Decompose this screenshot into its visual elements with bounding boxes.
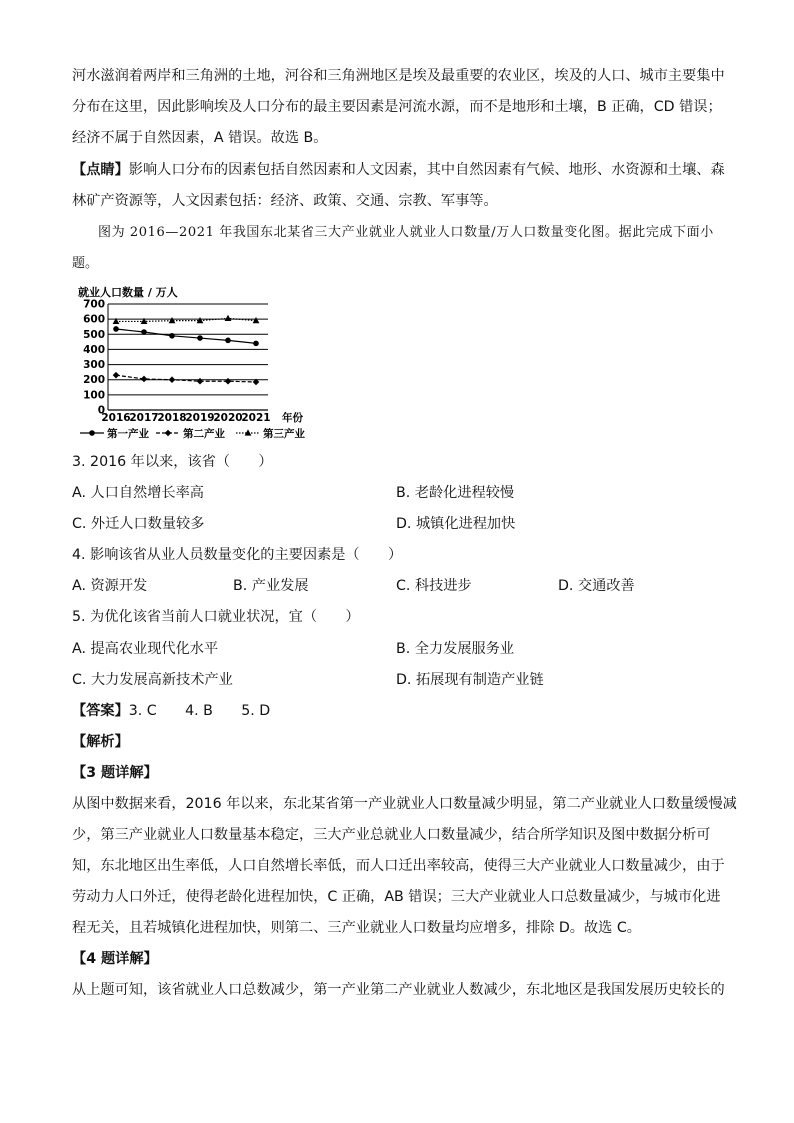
data-point: [253, 317, 260, 323]
data-point: [113, 372, 120, 379]
data-point: [141, 376, 148, 383]
question-3-option-c: C. 外迁人口数量较多: [72, 516, 205, 532]
x-tick-label: 2018: [157, 412, 187, 424]
data-point: [225, 378, 232, 385]
figure-caption-cont: 题。: [72, 256, 99, 271]
legend-label: 第三产业: [263, 428, 305, 440]
text-line: 经济不属于自然因素，A 错误。故选 B。: [72, 130, 328, 146]
tip-tag: 【点睛】: [72, 162, 129, 178]
data-point: [165, 430, 172, 437]
question-5-option-b: B. 全力发展服务业: [396, 641, 515, 657]
q3-detail-line: 少，第三产业就业人口数量基本稳定，三大产业总就业人口数量减少，结合所学知识及图中数据分析可: [72, 827, 711, 843]
y-tick-label: 700: [83, 298, 105, 311]
series-line: [116, 329, 256, 343]
tip-paragraph: [72, 160, 725, 180]
q4-detail-line: 从上题可知，该省就业人口总数减少，第一产业第二产业就业人数减少，东北地区是我国发展历史较长的: [72, 982, 725, 998]
data-point: [197, 335, 203, 341]
question-3-stem: 3. 2016 年以来，该省（ ）: [72, 454, 273, 470]
tip-text: 影响人口分布的因素包括自然因素和人文因素，其中自然因素有气候、地形、水资源和土壤、森: [128, 162, 725, 178]
question-4-stem: 4. 影响该省从业人员数量变化的主要因素是（ ）: [72, 547, 403, 563]
chart-legend: [80, 427, 305, 440]
data-point: [253, 341, 259, 347]
y-tick-label: 600: [83, 313, 105, 326]
x-tick-label: 2021: [241, 412, 271, 424]
question-5-option-a: A. 提高农业现代化水平: [72, 641, 219, 657]
x-tick-labels: [101, 412, 270, 424]
y-tick-label: 400: [83, 343, 105, 356]
question-4-option-d: D. 交通改善: [558, 578, 635, 594]
series-line: [116, 375, 256, 382]
series-circle: [113, 326, 259, 346]
question-5-option-c: C. 大力发展高新技术产业: [72, 672, 233, 688]
data-point: [225, 338, 231, 344]
y-tick-label: 0: [97, 404, 105, 417]
question-3-option-a: A. 人口自然增长率高: [72, 485, 204, 501]
y-tick-labels: [83, 299, 105, 417]
data-point: [89, 430, 95, 436]
x-tick-label: 2019: [185, 412, 215, 424]
y-tick-label: 500: [83, 328, 105, 341]
legend-label: 第二产业: [183, 428, 225, 440]
q3-detail-line: 劳动力人口外迁，使得老龄化进程加快，C 正确，AB 错误；三大产业就业人口总数量减少，与城市化进: [72, 889, 721, 905]
text-line: 分布在这里，因此影响埃及人口分布的最主要因素是河流水源，而不是地形和土壤，B 正确，CD 错误；: [72, 99, 722, 115]
analysis-tag: 【解析】: [72, 734, 129, 750]
q3-detail-line: 知，东北地区出生率低，人口自然增长率低，而人口迁出率较高，使得三大产业就业人口数量减少，由于: [72, 858, 725, 874]
x-tick-label: 2016: [101, 412, 131, 424]
y-axis-title: 就业人口数量 / 万人: [78, 286, 178, 299]
data-point: [141, 329, 147, 335]
question-5-option-d: D. 拓展现有制造产业链: [396, 672, 544, 688]
y-tick-label: 200: [83, 374, 105, 387]
answer-tag: 【答案】: [72, 703, 129, 719]
x-tick-label: 2020: [213, 412, 243, 424]
answer-line: [72, 701, 270, 721]
q3-detail-tag: 【3 题详解】: [72, 765, 158, 781]
data-point: [225, 315, 232, 321]
chart-grid: [108, 304, 268, 410]
question-4-option-a: A. 资源开发: [72, 578, 148, 594]
question-3-option-d: D. 城镇化进程加快: [396, 516, 516, 532]
figure-caption: 图为 2016—2021 年我国东北某省三大产业就业人就业人口数量/万人口数量变化图。据此完成下面小: [98, 225, 714, 240]
q3-detail-line: 程无关，且若城镇化进程加快，则第二、三产业就业人口数量均应增多，排除 D。故选 C。: [72, 920, 641, 936]
data-point: [197, 378, 204, 385]
q4-detail-tag: 【4 题详解】: [72, 951, 158, 967]
question-4-option-c: C. 科技进步: [396, 578, 472, 594]
data-point: [169, 333, 175, 339]
legend-label: 第一产业: [107, 428, 149, 440]
y-tick-label: 300: [83, 359, 105, 372]
text-line: 林矿产资源等，人文因素包括：经济、政策、交通、宗教、军事等。: [72, 193, 498, 209]
x-tick-label: 2017: [129, 412, 159, 424]
data-point: [113, 326, 119, 332]
text-line: 河水滋润着两岸和三角洲的土地，河谷和三角洲地区是埃及最重要的农业区，埃及的人口、城市主要集中: [72, 68, 725, 84]
data-point: [169, 376, 176, 383]
question-5-stem: 5. 为优化该省当前人口就业状况，宜（ ）: [72, 609, 360, 625]
series-diamond: [113, 372, 260, 385]
answer-text: 3. C 4. B 5. D: [128, 703, 271, 719]
employment-line-chart: [60, 282, 330, 442]
y-tick-label: 100: [83, 389, 105, 402]
x-axis-title: 年份: [282, 412, 303, 424]
question-3-option-b: B. 老龄化进程较慢: [396, 485, 515, 501]
question-4-option-b: B. 产业发展: [233, 578, 309, 594]
chart-series: [113, 315, 260, 386]
q3-detail-line: 从图中数据来看，2016 年以来，东北某省第一产业就业人口数量减少明显，第二产业就业人口数量缓慢减: [72, 796, 737, 812]
